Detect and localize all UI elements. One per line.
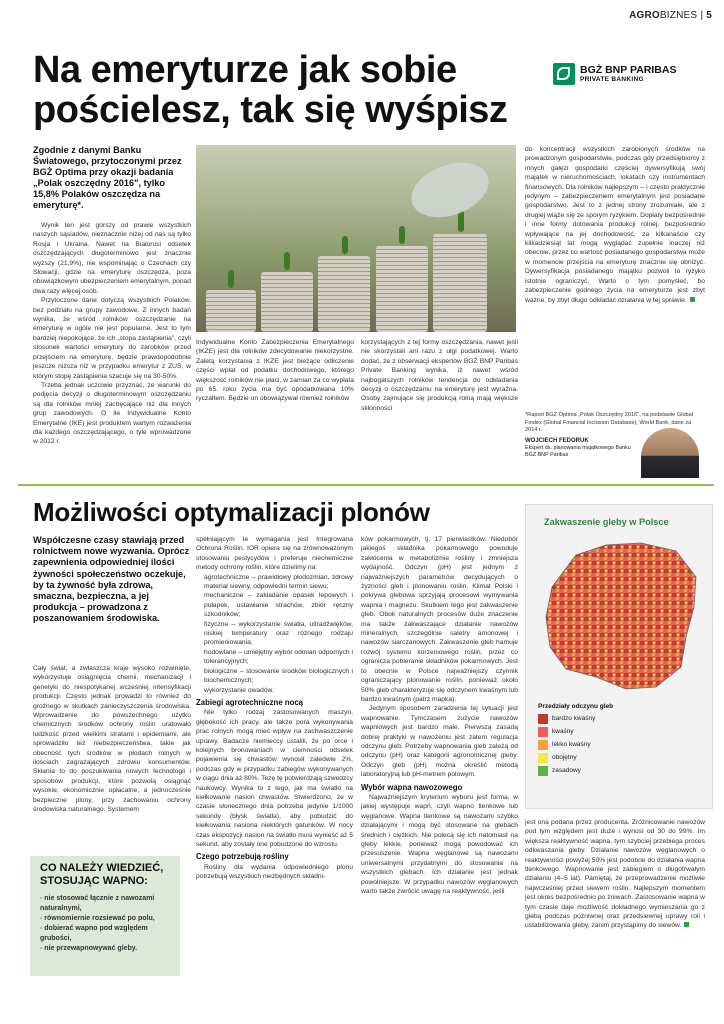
section-column-3	[361, 535, 518, 896]
logo-line2: PRIVATE BANKING	[580, 76, 644, 83]
end-mark-icon	[690, 297, 695, 302]
swatch-icon	[538, 740, 548, 750]
paragraph: Nie tylko rodzaj zastosowanych maszyn, głębokość ich pracy, ale także pora wykonywania prac rolnych mogą mieć wpływ na zachwaszczenie uprawy. Badacze niemieccy ustalili, że po orce i kolejnych bronowaniach w ciemności odsetek pojawienia się chwastów wynosił zaledwie 2%, podczas gdy w przypadku zabiegów wykonywanych w ciągu dnia aż 80%. Tezę tę potwierdzają szwedzcy naukowcy. Wynika to z tego, jak ma światło na kiełkowanie nasion chwastów. Stwierdzono, że w czasie słonecznego dnia potrzeba jedynie 1/1000 sekundy (błysk światła), aby pobudzić do kiełkowania nasiona niektórych gatunków. W nocy czas ekspozycji nasion na światło musi wynieść aż 5 sekund, aby zostały one pobudzone do wzrostu.	[196, 709, 353, 848]
paragraph: Trzeba jednak uczciwie przyznać, że warunki do podjęcia decyzji o długoterminowym oszczędzaniu są dla rolników mniej zachęcające niż dla innych grup zawodowych. O ile Indywidualne Konto Emerytalne (IKE) jest produktem wartym rozważenia dla każdego oszczędzającego, o tyle wprowadzone w 2012 r.	[33, 381, 191, 446]
tip-item: - równomiernie rozsiewać po polu,	[40, 914, 180, 924]
paragraph: Przytoczone dane dotyczą wszystkich Polaków, bez podziału na grupy zawodowe. Z innych badań wynika, że wśród rolników oszczędzanie na emeryturę w ogóle nie jest popularne. Jest to tym bardziej niepokojące, że ich „stopa zastąpienia", czyli stosunek wartości emerytury do zarobków przed przejściem na emeryturę, będzie prawdopodobnie jeszcze niższa niż w przypadku emerytur z ZUS, w którym stopę zastąpienia szacuje się na 30-50%.	[33, 297, 191, 380]
paragraph: ków pokarmowych, tj. 17 pierwiastków. Niedobór jakiegoś składnika pokarmowego powoduje zakłócenia w metabolizmie rośliny i zmniejsza wydajność. Odczyn (pH) jest jednym z najważniejszych parametrów decydujących o żyzności gleb i plonowaniu roślin. Klimat Polski i pokrywa glebowa sprzyjają procesowi wymywania wapnia i magnezu. Skutkiem tego jest zakwaszenie gleb. Obok naturalnych procesów duże znaczenie ma także zakwaszające działanie nawozów mineralnych, szczególnie saletry amonowej i nawozów siarczanowych. Zakwaszenie gleb hamuje rozwój systemu korzeniowego roślin, przez co ogranicza pobieranie składników pokarmowych. Jest to obecnie w Polsce najważniejszy czynnik ograniczający plonowanie roślin, ponieważ około 50% gleb charakteryzuje się odczynem kwaśnym lub bardzo kwaśnym (patrz mapka).	[361, 536, 518, 703]
legend-label: obojętny	[552, 754, 577, 761]
paragraph: do koncentracji wszystkich zarobionych środków na prowadzonym gospodarstwie, podczas gdy przedsiębiorcy z innych gałęzi gospodarki częściej dywersyfikują swój majątek w nieruchomościach, lokatach czy instrumentach finansowych. Dla rolników najlepszym – i często praktycznie jedynym – zabezpieczeniem emerytalnym jest posiadane gospodarstwo. Jest to z jednej strony zrozumiałe, ale z drugiej wiąże się ze sporym ryzykiem. Dopłaty bezpośrednie i inne formy dotowania produkcji rolnej, bezpośrednio wpływające na jej dochodowość, za kilkanaście czy kilkadziesiąt lat mogą wyglądać zupełnie inaczej niż obecnie, przez co wartość posiadanego gospodarstwa może w momencie przejścia na emeryturę znacznie się obniżyć. Dywersyfikacja posiadanego majątku pozwoli to ryzyko istotnie ograniczyć. Warto o tym pomyśleć, bo zabezpieczenie godnego życia na emeryturze jest zbyt ważne, by zbyt długo odkładać działania w tej sprawie.	[525, 146, 705, 304]
bullet-list	[204, 573, 353, 695]
legend-item	[538, 713, 613, 724]
poland-map	[536, 537, 706, 697]
bank-logo	[553, 62, 688, 86]
swatch-icon	[538, 714, 548, 724]
list-item: hodowlane – umiejętny wybór odmian odpornych i tolerancyjnych;	[204, 648, 353, 666]
subheading: Zabiegi agrotechniczne nocą	[196, 697, 304, 707]
bank-logo-icon	[553, 63, 575, 85]
section-column-1: Cały świat, a zwłaszcza kraje wysoko rozwinięte, wykorzystuje osiągnięcia chemii, mechanizacji i genetyki do niespotykanej wcześniej intensyfikacji produkcji. Często jednak prowadzi to również do groźnego w skutkach zanieczyszczenia środowiska. Wprowadzenie do powszechnego użytku chemicznych środków ochrony roślin uratowało ludzkość przed wielkimi stratami i epidemiami, ale sprowadziło też niebezpieczeństwa, takie jak obecność tych środków w płodach rolnych w ilościach zagrażających zdrowiu konsumentów. Skłania to do poszukiwania nowych technologii i sposobów produkcji, które pozwolą osiągnąć wysokie, ekonomicznie opłacalne, a jednocześnie bezpieczne plony, przy zachowaniu ochrony środowiska naturalnego. Systemem	[33, 665, 191, 814]
tips-box	[30, 856, 180, 976]
footnote-source: *Raport BGŻ Optima „Polak Oszczędny 2016", na podstawie Global Findex (Global Financial Inclusion Database), World Bank, dane za 2014 r.	[525, 412, 694, 434]
tips-list	[40, 894, 180, 954]
list-item: agrotechniczne – prawidłowy płodozmian, zdrowy materiał siewny, odpowiedni termin siewu;	[204, 573, 353, 591]
legend-label: bardzo kwaśny	[552, 715, 596, 722]
section-divider	[18, 484, 714, 486]
end-mark-icon	[684, 922, 689, 927]
legend-item	[538, 726, 613, 737]
subheading: Czego potrzebują rośliny	[196, 852, 289, 862]
section-column-2	[196, 535, 353, 882]
list-item: mechaniczne – zakładanie opasek lepowych i pułapek, ustawianie strachów, zbiór ręczny szkodników;	[204, 592, 353, 619]
paragraph: Najważniejszym kryterium wyboru jest forma, w jakiej występuje wapń, czyli wapno tlenkowe lub węglanowe. Wapna tlenkowe są nawozami szybko działającymi i mogą być stosowane na glebach średnich i ciężkich. Nie polecą się ich natomiast na gleby lekkie, ponieważ mogą powodować ich przesuszenie. Wapna węglanowe są nawozami uniwersalnymi przydatnymi do stosowania na wszystkich glebach. Ich działanie jest jednak powolniejsze. W przypadku nawozów węglanowych warto także zwrócić uwagę na reaktywność, jeśli	[361, 793, 518, 896]
legend-label: zasadowy	[552, 767, 581, 774]
map-shape	[546, 543, 696, 689]
swatch-icon	[538, 753, 548, 763]
acidification-map-box	[525, 504, 713, 809]
page-number: 5	[706, 10, 712, 21]
author-name: WOJCIECH FEDORUK	[525, 438, 589, 444]
author-photo	[641, 428, 699, 478]
article-lead: Zgodnie z danymi Banku Światowego, przytoczonymi przez BGŻ Optima przy okazji badania „Polak oszczędny 2016", tylko 15,8% Polaków oszczędza na emeryturę*.	[33, 145, 182, 210]
article-column-3: korzystających z tej formy oszczędzania, nawet jeśli nie skorzystali ani razu z ulgi podatkowej. Warto dodać, że z obserwacji ekspertów BGŻ BNP Paribas Private Banking wynika, iż nawet wśród najbogatszych rolników tendencja do odkładania decyzji o oszczędzaniu na emeryturę jest wyraźna. Osoby zajmujące się produkcją rolną mają większe skłonności	[361, 339, 518, 412]
header-separator: |	[700, 10, 704, 21]
magazine-name-rest: BIZNES	[659, 10, 698, 21]
swatch-icon	[538, 766, 548, 776]
legend-label: kwaśny	[552, 728, 574, 735]
logo-line1: BGŻ BNP PARIBAS	[580, 64, 677, 76]
section-lead: Współczesne czasy stawiają przed rolnictwem nowe wyzwania. Oprócz zapewnienia odpowiedniej ilości żywności społeczeństwo oczekuje, by ta żywność była zdrowa, smaczna, bezpieczna, a jej produkcja – prowadzona z poszanowaniem środowiska.	[33, 535, 190, 624]
paragraph: jest ona podana przez producenta. Zróżnicowanie nawozów pod tym względem jest duże i wynosi od 30 do 99%. Im większa reaktywność wapna, tym szybciej przebiega proces odkwaszania gleby. Działanie nawozów węglanowych o reaktywności powyżej 50% jest podobne do działania wapna tlenkowego. Wapnowanie jest zabiegiem o długotrwałym działaniu (4–5 lat). Pamiętaj, że przeprowadzenie możliwie najwcześniej przed siewem roślin. Najlepszym momentem jest okres bezpośrednio po żniwach. Zastosowanie wapna w tym czasie daje możliwość dokładnego wymieszania go z glebą podczas pożniwnej oraz przedsiewnej uprawy roli i ustabilizowania gleby, zanim przystąpimy do siewów.	[525, 819, 705, 930]
list-item: fizyczne – wykorzystanie światła, ultradźwięków, niskiej temperatury oraz różnego rodzaju promieniowania;	[204, 620, 353, 647]
map-title: Zakwaszenie gleby w Polsce	[544, 517, 669, 527]
section-title: Możliwości optymalizacji plonów	[33, 497, 430, 527]
swatch-icon	[538, 727, 548, 737]
legend-item	[538, 765, 613, 776]
map-legend	[538, 703, 613, 778]
article-column-1	[33, 221, 191, 447]
paragraph: Rośliny dla wydania odpowiedniego plonu potrzebują wszystkich niezbędnych składni-	[196, 863, 353, 881]
list-item: wykorzystanie owadów.	[204, 686, 274, 694]
author-role: Ekspert ds. planowania majątkowego Banku BGŻ BNP Paribas	[525, 445, 631, 458]
paragraph: Wynik ten jest gorszy od prawie wszystkich naszych sąsiadów, nieznacznie niżej od nas są tylko Rosja i Ukraina. Nawet na Białorusi odsetek oszczędzających długoterminowo jest znacznie wyższy (21,9%), nie wspominając o Czechach czy Słowacji, gdzie na emeryturę oszczędza, poza obowiązkowym ubezpieczeniem emerytalnym, ponad dwa razy więcej osób.	[33, 222, 191, 295]
tip-item: - dobierać wapno pod względem grubości,	[40, 924, 180, 944]
tip-item: - nie stosować łącznie z nawozami naturalnymi,	[40, 894, 180, 914]
magazine-name: AGRO	[629, 10, 660, 21]
paragraph: Jedynym sposobem zaradzenia tej sytuacji jest wapnowanie. Tymczasem zużycie nawozów wapniowych jest bardzo małe. Pierwszą zasadą dobrej praktyki w nawożeniu jest zatem regulacja odczynu gleb. Potrzeby wapnowania gleb zależą od odczynu (pH) oraz kategorii agronomicznej gleby. Odczyn gleb (pH) można określić metodą laboratoryjną lub pH-metrem polowym.	[361, 705, 518, 779]
paragraph: spełniającym te wymagania jest Integrowana Ochrona Roślin. IOR opiera się na zrównoważonym stosowaniu pestycydów i preferuje niechemiczne metody ochrony roślin, które dzielimy na:	[196, 536, 353, 572]
tips-heading: CO NALEŻY WIEDZIEĆ, STOSUJĄC WAPNO:	[40, 862, 164, 887]
tip-item: - nie przewapnowywać gleby.	[40, 944, 180, 954]
legend-item	[538, 752, 613, 763]
page-header	[629, 10, 712, 21]
subheading: Wybór wapna nawozowego	[361, 782, 463, 792]
legend-label: lekko kwaśny	[552, 741, 591, 748]
section-column-4	[525, 818, 705, 931]
legend-item	[538, 739, 613, 750]
legend-title: Przedziały odczynu gleb	[538, 703, 614, 710]
article-column-2: Indywidualne Konto Zabezpieczenia Emerytalnego (IKZE) jest dla rolników zdecydowanie niekorzystne. Zaletą korzystania z IKZE jest bieżące odliczenie części wpłat od podatku dochodowego, którego większość rolników nie płaci, w zamian za co wypłata po 65. roku życia ma być opodatkowana 10% ryczałtem. Będzie on obowiązywał również rolników	[196, 339, 354, 403]
list-item: biologiczne – stosowanie środków biologicznych i biochemicznych;	[204, 667, 353, 685]
author-box	[525, 430, 701, 475]
article-title: Na emeryturze jak sobie pościelesz, tak się wyśpisz	[33, 49, 508, 131]
article-column-4	[525, 145, 705, 305]
